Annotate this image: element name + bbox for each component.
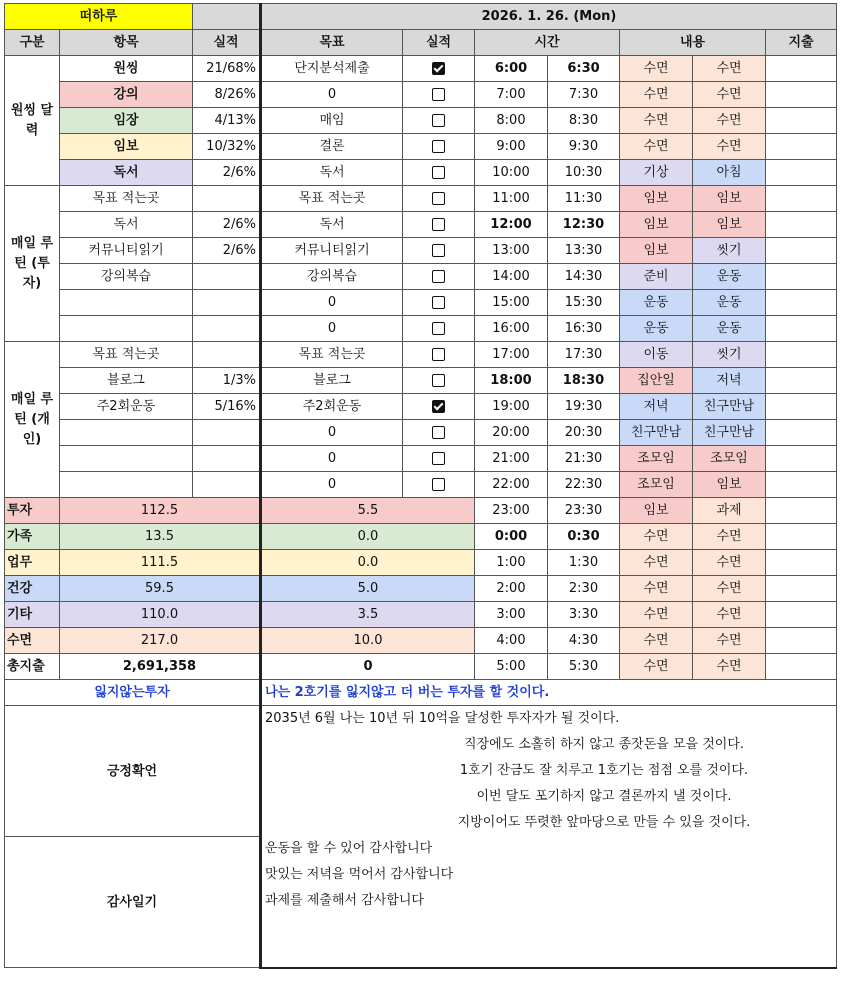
expense-cell[interactable]: [766, 420, 837, 446]
goal-text[interactable]: 0: [261, 316, 403, 342]
time-start: 10:00: [475, 160, 548, 186]
content-cell[interactable]: 수면: [693, 576, 766, 602]
summary-label: 총지출: [5, 654, 60, 680]
goal-text[interactable]: 0: [261, 446, 403, 472]
goal-text[interactable]: 단지분석제출: [261, 56, 403, 82]
content-cell[interactable]: 임보: [620, 186, 693, 212]
item-result: 5/16%: [193, 394, 261, 420]
goal-text[interactable]: 0: [261, 82, 403, 108]
goal-text[interactable]: 독서: [261, 212, 403, 238]
time-half: 23:30: [548, 498, 620, 524]
summary-label: 수면: [5, 628, 60, 654]
time-start: 16:00: [475, 316, 548, 342]
goal-text[interactable]: 0: [261, 420, 403, 446]
expense-cell[interactable]: [766, 550, 837, 576]
checkbox[interactable]: [432, 114, 445, 127]
time-half: 7:30: [548, 82, 620, 108]
goal-text[interactable]: 블로그: [261, 368, 403, 394]
expense-cell[interactable]: [766, 134, 837, 160]
checkbox[interactable]: [432, 452, 445, 465]
content-cell[interactable]: 수면: [693, 108, 766, 134]
item-name[interactable]: [60, 316, 193, 342]
content-cell[interactable]: 씻기: [693, 238, 766, 264]
item-name[interactable]: [60, 446, 193, 472]
summary-value-goal: 5.0: [261, 576, 475, 602]
time-half: 20:30: [548, 420, 620, 446]
content-cell[interactable]: 수면: [620, 108, 693, 134]
item-name[interactable]: 목표 적는곳: [60, 342, 193, 368]
table-row: [5, 212, 837, 238]
expense-cell[interactable]: [766, 82, 837, 108]
goal-text[interactable]: 목표 적는곳: [261, 342, 403, 368]
item-result: [193, 316, 261, 342]
goal-text[interactable]: 목표 적는곳: [261, 186, 403, 212]
group-label: 매일 루틴 (투자): [5, 186, 60, 342]
time-start: 8:00: [475, 108, 548, 134]
content-cell[interactable]: 임보: [693, 472, 766, 498]
motto-label: 잃지않는투자: [5, 680, 261, 706]
time-half: 18:30: [548, 368, 620, 394]
table-row: [5, 82, 837, 108]
time-half: 5:30: [548, 654, 620, 680]
table-row: [5, 108, 837, 134]
summary-label: 업무: [5, 550, 60, 576]
table-row: [5, 446, 837, 472]
content-cell[interactable]: 임보: [620, 498, 693, 524]
checkbox[interactable]: [432, 426, 445, 439]
item-result: 8/26%: [193, 82, 261, 108]
summary-value-goal: 10.0: [261, 628, 475, 654]
header-time: 시간: [475, 30, 620, 56]
done-cell[interactable]: [403, 420, 475, 446]
expense-cell[interactable]: [766, 342, 837, 368]
checkbox[interactable]: [432, 244, 445, 257]
time-start: 23:00: [475, 498, 548, 524]
content-cell[interactable]: 수면: [620, 82, 693, 108]
checkbox[interactable]: [432, 478, 445, 491]
gratitude-line[interactable]: 맛있는 저녁을 먹어서 감사합니다: [261, 862, 837, 888]
content-cell[interactable]: 수면: [620, 654, 693, 680]
content-cell[interactable]: 운동: [693, 290, 766, 316]
group-label: 원씽 달력: [5, 56, 60, 186]
expense-cell[interactable]: [766, 472, 837, 498]
time-start: 3:00: [475, 602, 548, 628]
content-cell[interactable]: 조모임: [620, 446, 693, 472]
expense-cell[interactable]: [766, 654, 837, 680]
table-row: [5, 368, 837, 394]
checkbox[interactable]: [432, 166, 445, 179]
header-result: 실적: [193, 30, 261, 56]
item-result: 4/13%: [193, 108, 261, 134]
goal-text[interactable]: 매임: [261, 108, 403, 134]
expense-cell[interactable]: [766, 394, 837, 420]
table-row: [5, 316, 837, 342]
content-cell[interactable]: 수면: [620, 524, 693, 550]
table-row: [5, 394, 837, 420]
item-result: [193, 472, 261, 498]
item-name[interactable]: 블로그: [60, 368, 193, 394]
item-result: [193, 342, 261, 368]
table-row: [5, 160, 837, 186]
sheet-title: 떠하루: [5, 4, 193, 30]
expense-cell[interactable]: [766, 316, 837, 342]
motto-row: [5, 680, 837, 706]
goal-text[interactable]: 강의복습: [261, 264, 403, 290]
content-cell[interactable]: 수면: [693, 628, 766, 654]
item-result: 2/6%: [193, 160, 261, 186]
summary-value-actual: 111.5: [60, 550, 261, 576]
goal-text[interactable]: 0: [261, 472, 403, 498]
summary-label: 건강: [5, 576, 60, 602]
summary-value-goal: 3.5: [261, 602, 475, 628]
summary-value-goal: 0: [261, 654, 475, 680]
time-half: 3:30: [548, 602, 620, 628]
item-result: 2/6%: [193, 238, 261, 264]
header-item: 항목: [60, 30, 193, 56]
table-row: [5, 472, 837, 498]
done-cell[interactable]: [403, 446, 475, 472]
item-name[interactable]: [60, 290, 193, 316]
content-cell[interactable]: 수면: [620, 550, 693, 576]
expense-cell[interactable]: [766, 602, 837, 628]
checkbox-checked[interactable]: [432, 62, 445, 75]
expense-cell[interactable]: [766, 290, 837, 316]
expense-cell[interactable]: [766, 186, 837, 212]
content-cell[interactable]: 수면: [693, 550, 766, 576]
content-cell[interactable]: 과제: [693, 498, 766, 524]
header-expense: 지출: [766, 30, 837, 56]
content-cell[interactable]: 임보: [620, 238, 693, 264]
content-cell[interactable]: 조모임: [620, 472, 693, 498]
content-cell[interactable]: 저녁: [693, 368, 766, 394]
summary-row: [5, 654, 837, 680]
content-cell[interactable]: 수면: [620, 134, 693, 160]
expense-cell[interactable]: [766, 524, 837, 550]
checkbox[interactable]: [432, 348, 445, 361]
time-start: 11:00: [475, 186, 548, 212]
content-cell[interactable]: 수면: [693, 602, 766, 628]
content-cell[interactable]: 운동: [693, 316, 766, 342]
time-half: 6:30: [548, 56, 620, 82]
content-cell[interactable]: 운동: [620, 316, 693, 342]
summary-value-actual: 112.5: [60, 498, 261, 524]
time-half: 8:30: [548, 108, 620, 134]
header-content: 내용: [620, 30, 766, 56]
checkbox[interactable]: [432, 296, 445, 309]
table-row: [5, 290, 837, 316]
done-cell[interactable]: [403, 108, 475, 134]
time-half: 16:30: [548, 316, 620, 342]
expense-cell[interactable]: [766, 212, 837, 238]
goal-text[interactable]: 결론: [261, 134, 403, 160]
time-half: 11:30: [548, 186, 620, 212]
time-half: 12:30: [548, 212, 620, 238]
content-cell[interactable]: 친구만남: [693, 394, 766, 420]
expense-cell[interactable]: [766, 368, 837, 394]
time-start: 2:00: [475, 576, 548, 602]
table-row: [5, 56, 837, 82]
item-name[interactable]: [60, 420, 193, 446]
checkbox[interactable]: [432, 218, 445, 231]
time-half: 13:30: [548, 238, 620, 264]
time-half: 9:30: [548, 134, 620, 160]
summary-value-actual: 217.0: [60, 628, 261, 654]
goal-text[interactable]: 주2회운동: [261, 394, 403, 420]
time-start: 4:00: [475, 628, 548, 654]
done-cell[interactable]: [403, 56, 475, 82]
time-start: 18:00: [475, 368, 548, 394]
gratitude-line[interactable]: [261, 940, 837, 967]
done-cell[interactable]: [403, 238, 475, 264]
time-half: 22:30: [548, 472, 620, 498]
table-row: [5, 134, 837, 160]
checkbox[interactable]: [432, 322, 445, 335]
content-cell[interactable]: 준비: [620, 264, 693, 290]
item-result: [193, 186, 261, 212]
item-result: 10/32%: [193, 134, 261, 160]
time-start: 7:00: [475, 82, 548, 108]
summary-value-goal: 5.5: [261, 498, 475, 524]
goal-text[interactable]: 커뮤니티읽기: [261, 238, 403, 264]
content-cell[interactable]: 임보: [693, 186, 766, 212]
affirmation-row: [5, 706, 837, 733]
planner-sheet: [4, 3, 836, 969]
affirmation-label: 긍정확언: [5, 706, 261, 837]
item-name[interactable]: 독서: [60, 212, 193, 238]
summary-row: [5, 498, 837, 524]
done-cell[interactable]: [403, 472, 475, 498]
expense-cell[interactable]: [766, 628, 837, 654]
done-cell[interactable]: [403, 368, 475, 394]
content-cell[interactable]: 임보: [620, 212, 693, 238]
summary-label: 투자: [5, 498, 60, 524]
content-cell[interactable]: 수면: [693, 524, 766, 550]
done-cell[interactable]: [403, 82, 475, 108]
time-start: 6:00: [475, 56, 548, 82]
content-cell[interactable]: 운동: [693, 264, 766, 290]
group-label: 매일 루틴 (개인): [5, 342, 60, 498]
expense-cell[interactable]: [766, 264, 837, 290]
time-start: 9:00: [475, 134, 548, 160]
expense-cell[interactable]: [766, 160, 837, 186]
time-start: 17:00: [475, 342, 548, 368]
summary-row: [5, 576, 837, 602]
content-cell[interactable]: 집안일: [620, 368, 693, 394]
content-cell[interactable]: 수면: [620, 576, 693, 602]
item-result: [193, 446, 261, 472]
done-cell[interactable]: [403, 290, 475, 316]
item-name[interactable]: 커뮤니티읽기: [60, 238, 193, 264]
item-result: 21/68%: [193, 56, 261, 82]
content-cell[interactable]: 운동: [620, 290, 693, 316]
summary-value-goal: 0.0: [261, 524, 475, 550]
done-cell[interactable]: [403, 134, 475, 160]
time-half: 10:30: [548, 160, 620, 186]
table-row: [5, 264, 837, 290]
time-half: 19:30: [548, 394, 620, 420]
summary-value-actual: 110.0: [60, 602, 261, 628]
checkbox[interactable]: [432, 88, 445, 101]
content-cell[interactable]: 조모임: [693, 446, 766, 472]
affirmation-line[interactable]: 이번 달도 포기하지 않고 결론까지 낼 것이다.: [261, 784, 837, 810]
time-half: 2:30: [548, 576, 620, 602]
table-row: [5, 186, 837, 212]
checkbox[interactable]: [432, 270, 445, 283]
affirmation-line[interactable]: 1호기 잔금도 잘 치루고 1호기는 점점 오를 것이다.: [261, 758, 837, 784]
done-cell[interactable]: [403, 316, 475, 342]
content-cell[interactable]: 수면: [620, 56, 693, 82]
table-row: [5, 420, 837, 446]
time-start: 5:00: [475, 654, 548, 680]
checkbox[interactable]: [432, 374, 445, 387]
done-cell[interactable]: [403, 186, 475, 212]
summary-value-goal: 0.0: [261, 550, 475, 576]
item-result: [193, 264, 261, 290]
content-cell[interactable]: 수면: [620, 628, 693, 654]
item-name[interactable]: 강의: [60, 82, 193, 108]
content-cell[interactable]: 저녁: [620, 394, 693, 420]
time-half: 17:30: [548, 342, 620, 368]
item-name[interactable]: 주2회운동: [60, 394, 193, 420]
expense-cell[interactable]: [766, 446, 837, 472]
done-cell[interactable]: [403, 342, 475, 368]
planner-table: [4, 3, 837, 969]
header-goal: 목표: [261, 30, 403, 56]
time-half: 1:30: [548, 550, 620, 576]
content-cell[interactable]: 기상: [620, 160, 693, 186]
summary-row: [5, 602, 837, 628]
header-done: 실적: [403, 30, 475, 56]
checkbox-checked[interactable]: [432, 400, 445, 413]
gratitude-line[interactable]: [261, 914, 837, 940]
time-start: 19:00: [475, 394, 548, 420]
content-cell[interactable]: 수면: [693, 134, 766, 160]
summary-row: [5, 524, 837, 550]
time-start: 22:00: [475, 472, 548, 498]
content-cell[interactable]: 친구만남: [693, 420, 766, 446]
time-half: 4:30: [548, 628, 620, 654]
done-cell[interactable]: [403, 160, 475, 186]
item-name[interactable]: [60, 472, 193, 498]
expense-cell[interactable]: [766, 108, 837, 134]
done-cell[interactable]: [403, 264, 475, 290]
item-name[interactable]: 원씽: [60, 56, 193, 82]
expense-cell[interactable]: [766, 56, 837, 82]
time-half: 21:30: [548, 446, 620, 472]
motto-text[interactable]: 나는 2호기를 잃지않고 더 버는 투자를 할 것이다.: [261, 680, 837, 706]
table-row: [5, 238, 837, 264]
summary-row: [5, 550, 837, 576]
content-cell[interactable]: 수면: [620, 602, 693, 628]
item-name[interactable]: 목표 적는곳: [60, 186, 193, 212]
date-header: 2026. 1. 26. (Mon): [261, 4, 837, 30]
summary-row: [5, 628, 837, 654]
summary-label: 가족: [5, 524, 60, 550]
time-start: 14:00: [475, 264, 548, 290]
header-category: 구분: [5, 30, 60, 56]
time-half: 0:30: [548, 524, 620, 550]
time-start: 13:00: [475, 238, 548, 264]
goal-text[interactable]: 0: [261, 290, 403, 316]
item-name[interactable]: 강의복습: [60, 264, 193, 290]
done-cell[interactable]: [403, 394, 475, 420]
summary-value-actual: 59.5: [60, 576, 261, 602]
time-start: 12:00: [475, 212, 548, 238]
affirmation-line[interactable]: 2035년 6월 나는 10년 뒤 10억을 달성한 투자자가 될 것이다.: [261, 706, 837, 733]
expense-cell[interactable]: [766, 576, 837, 602]
content-cell[interactable]: 수면: [693, 56, 766, 82]
summary-value-actual: 2,691,358: [60, 654, 261, 680]
content-cell[interactable]: 이동: [620, 342, 693, 368]
item-result: 2/6%: [193, 212, 261, 238]
gratitude-row: [5, 837, 837, 863]
item-result: [193, 420, 261, 446]
content-cell[interactable]: 수면: [693, 82, 766, 108]
expense-cell[interactable]: [766, 498, 837, 524]
time-half: 14:30: [548, 264, 620, 290]
content-cell[interactable]: 씻기: [693, 342, 766, 368]
time-start: 1:00: [475, 550, 548, 576]
expense-cell[interactable]: [766, 238, 837, 264]
item-name[interactable]: 임장: [60, 108, 193, 134]
time-start: 0:00: [475, 524, 548, 550]
item-name[interactable]: 독서: [60, 160, 193, 186]
gratitude-line[interactable]: 과제를 제출해서 감사합니다: [261, 888, 837, 914]
checkbox[interactable]: [432, 192, 445, 205]
content-cell[interactable]: 수면: [693, 654, 766, 680]
goal-text[interactable]: 독서: [261, 160, 403, 186]
item-name[interactable]: 임보: [60, 134, 193, 160]
content-cell[interactable]: 친구만남: [620, 420, 693, 446]
summary-value-actual: 13.5: [60, 524, 261, 550]
affirmation-line[interactable]: 지방이어도 뚜렷한 앞마당으로 만들 수 있을 것이다.: [261, 810, 837, 836]
time-half: 15:30: [548, 290, 620, 316]
checkbox[interactable]: [432, 140, 445, 153]
content-cell[interactable]: 임보: [693, 212, 766, 238]
time-start: 15:00: [475, 290, 548, 316]
summary-label: 기타: [5, 602, 60, 628]
table-row: [5, 342, 837, 368]
gratitude-line[interactable]: 운동을 할 수 있어 감사합니다: [261, 837, 837, 863]
gratitude-label: 감사일기: [5, 837, 261, 968]
affirmation-line[interactable]: 직장에도 소홀히 하지 않고 종잣돈을 모을 것이다.: [261, 732, 837, 758]
item-result: 1/3%: [193, 368, 261, 394]
time-start: 20:00: [475, 420, 548, 446]
time-start: 21:00: [475, 446, 548, 472]
content-cell[interactable]: 아침: [693, 160, 766, 186]
item-result: [193, 290, 261, 316]
done-cell[interactable]: [403, 212, 475, 238]
